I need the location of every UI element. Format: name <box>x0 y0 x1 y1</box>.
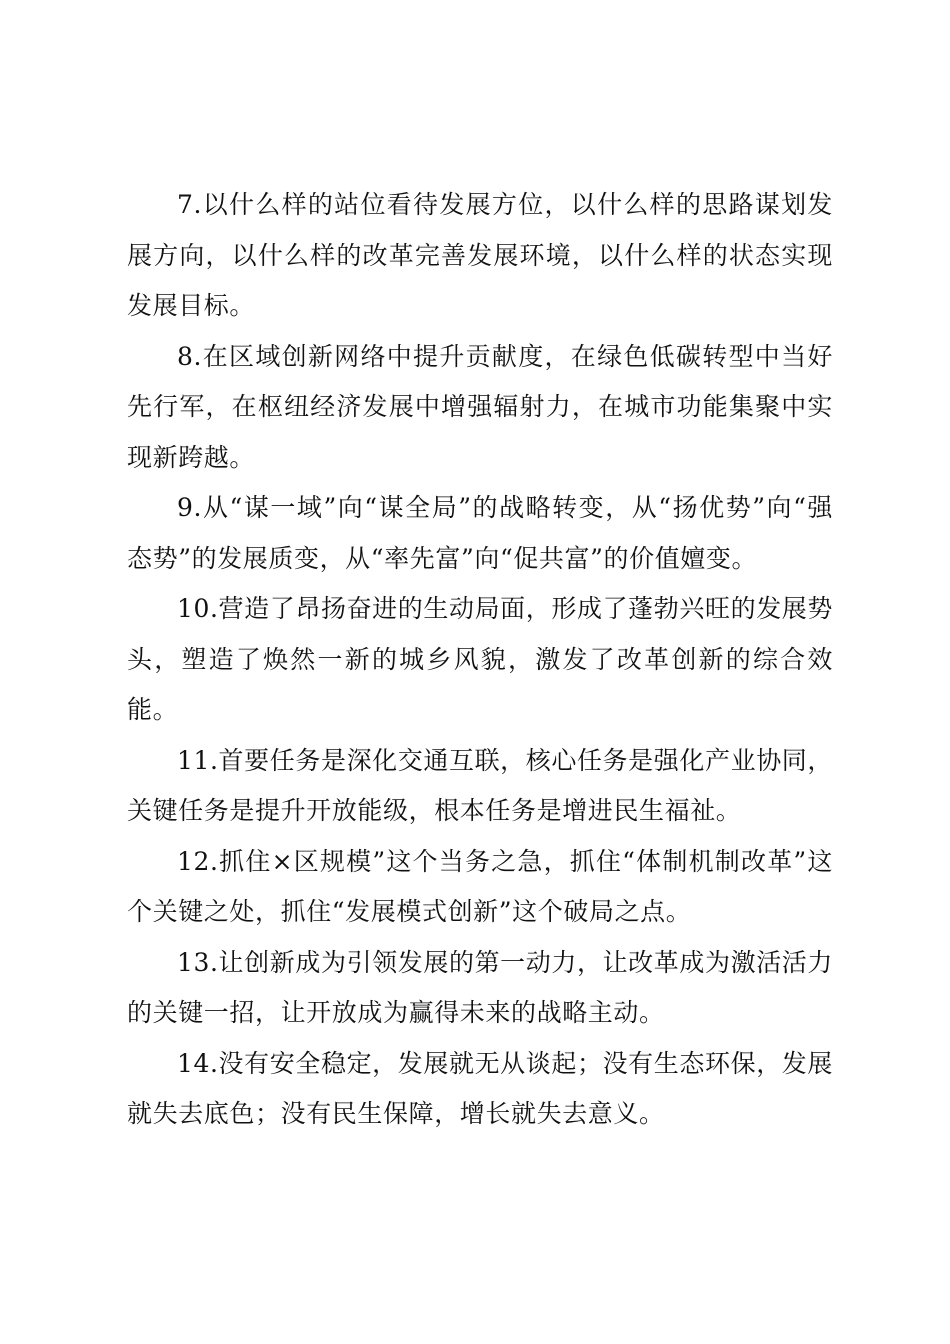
paragraph-7: 7.以什么样的站位看待发展方位，以什么样的思路谋划发展方向，以什么样的改革完善发展环境，以什么样的状态实现发展目标。 <box>127 190 833 320</box>
document-body <box>127 180 833 1140</box>
paragraph-13: 13.让创新成为引领发展的第一动力，让改革成为激活活力的关键一招，让开放成为赢得未来的战略主动。 <box>127 947 833 1027</box>
paragraph-9: 9.从“谋一域”向“谋全局”的战略转变，从“扬优势”向“强态势”的发展质变，从“率先富”向“促共富”的价值嬗变。 <box>127 493 833 573</box>
paragraph-14: 14.没有安全稳定，发展就无从谈起；没有生态环保，发展就失去底色；没有民生保障，增长就失去意义。 <box>127 1048 833 1128</box>
paragraph-11: 11.首要任务是深化交通互联，核心任务是强化产业协同，关键任务是提升开放能级，根本任务是增进民生福祉。 <box>127 745 833 825</box>
paragraph-12: 12.抓住×区规模”这个当务之急，抓住“体制机制改革”这个关键之处，抓住“发展模式创新”这个破局之点。 <box>127 846 833 926</box>
paragraph-8: 8.在区域创新网络中提升贡献度，在绿色低碳转型中当好先行军，在枢纽经济发展中增强辐射力，在城市功能集聚中实现新跨越。 <box>127 341 833 472</box>
paragraph-10: 10.营造了昂扬奋进的生动局面，形成了蓬勃兴旺的发展势头，塑造了焕然一新的城乡风貌，激发了改革创新的综合效能。 <box>127 594 833 724</box>
